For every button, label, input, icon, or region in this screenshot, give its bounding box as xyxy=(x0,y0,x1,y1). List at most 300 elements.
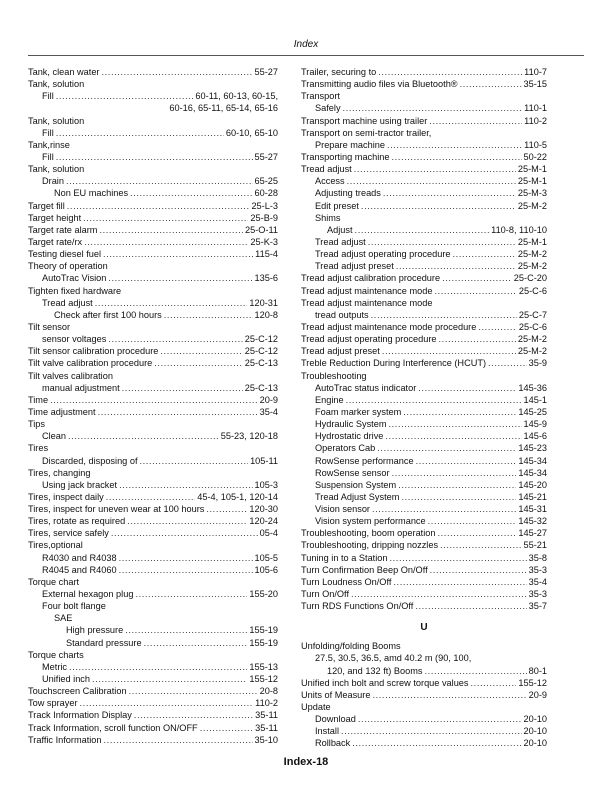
index-entry[interactable] xyxy=(301,66,547,78)
index-term: Hydrostatic drive xyxy=(315,431,384,442)
index-entry[interactable] xyxy=(28,163,278,175)
page-reference[interactable]: 145-20 xyxy=(518,479,547,490)
page-reference[interactable]: 25-K-3 xyxy=(250,236,278,247)
index-entry[interactable] xyxy=(28,637,278,649)
page-reference[interactable]: 20-10 xyxy=(523,714,547,725)
index-term: Rollback xyxy=(315,738,351,749)
dot-leader xyxy=(438,527,517,539)
page-reference[interactable]: 20-10 xyxy=(523,726,547,737)
dot-leader xyxy=(66,175,253,187)
index-term: Turn Loudness On/Off xyxy=(301,576,392,587)
index-entry[interactable] xyxy=(28,309,278,321)
page-reference[interactable]: 80-1 xyxy=(528,665,547,676)
index-entry[interactable] xyxy=(28,600,278,612)
page-reference[interactable]: 120-30 xyxy=(249,504,278,515)
index-term: Adjusting treads xyxy=(315,188,381,199)
page-reference[interactable]: 145-31 xyxy=(518,504,547,515)
index-term: Tread adjust operating procedure xyxy=(301,334,437,345)
page-reference[interactable]: 110-5 xyxy=(524,139,547,150)
index-term: Foam marker system xyxy=(315,406,402,417)
index-entry[interactable] xyxy=(28,272,278,284)
index-entry[interactable] xyxy=(28,102,278,114)
index-term: Target fill xyxy=(28,200,65,211)
index-term: Trailer, securing to xyxy=(301,67,377,77)
index-entry[interactable] xyxy=(28,709,278,721)
page-reference[interactable]: 20-8 xyxy=(259,686,278,697)
page-reference[interactable]: 25-C-12 xyxy=(244,334,278,345)
page-reference[interactable]: 05-4 xyxy=(259,528,278,539)
index-term: R4045 and R4060 xyxy=(42,564,117,575)
page-reference[interactable]: 60-16, 65-11, 65-14, 65-16 xyxy=(169,103,278,114)
index-entry[interactable] xyxy=(301,333,547,345)
index-term: Tread adjust xyxy=(42,297,93,308)
index-entry[interactable] xyxy=(301,309,547,321)
page-reference[interactable]: 145-36 xyxy=(518,382,547,393)
page-reference[interactable]: 45-4, 105-1, 120-14 xyxy=(197,491,278,502)
index-term: Unified inch xyxy=(42,674,91,685)
dot-leader xyxy=(383,187,516,199)
index-entry[interactable] xyxy=(301,442,547,454)
index-term: Check after first 100 hours xyxy=(54,309,162,320)
page-reference[interactable]: 25-M-3 xyxy=(517,188,547,199)
index-entry[interactable] xyxy=(28,151,278,163)
index-term: Fill xyxy=(42,91,54,102)
index-entry[interactable] xyxy=(28,285,278,297)
index-entry[interactable] xyxy=(28,455,278,467)
dot-leader xyxy=(387,139,522,151)
page-reference[interactable]: 110-2 xyxy=(524,115,547,126)
index-entry[interactable] xyxy=(28,564,278,576)
index-entry[interactable] xyxy=(28,539,278,551)
index-entry[interactable] xyxy=(301,139,547,151)
dot-leader xyxy=(393,576,526,588)
index-entry[interactable] xyxy=(301,418,547,430)
page-reference[interactable]: 110-7 xyxy=(524,67,547,77)
page-reference[interactable]: 25-C-6 xyxy=(518,285,547,296)
index-term: Track Information, scroll function ON/OFF xyxy=(28,722,198,733)
index-entry[interactable] xyxy=(28,78,278,90)
page-reference[interactable]: 55-27 xyxy=(254,67,278,77)
index-entry[interactable] xyxy=(28,345,278,357)
page-reference[interactable]: 25-C-12 xyxy=(244,346,278,357)
index-entry[interactable] xyxy=(28,260,278,272)
dot-leader xyxy=(95,297,248,309)
index-entry[interactable] xyxy=(301,236,547,248)
index-entry[interactable] xyxy=(301,345,547,357)
index-entry[interactable] xyxy=(28,430,278,442)
dot-leader xyxy=(206,503,247,515)
dot-leader xyxy=(200,722,253,734)
index-entry[interactable] xyxy=(301,701,547,713)
index-term: Update xyxy=(301,702,331,713)
index-term: Operators Cab xyxy=(315,443,376,454)
index-term: Tilt sensor calibration procedure xyxy=(28,346,159,357)
dot-leader xyxy=(80,697,254,709)
index-term: Transport xyxy=(301,91,340,102)
page-reference[interactable]: 105-6 xyxy=(254,564,278,575)
dot-leader xyxy=(140,455,249,467)
index-entry[interactable] xyxy=(301,260,547,272)
index-entry[interactable] xyxy=(28,127,278,139)
dot-leader xyxy=(135,588,247,600)
page-reference[interactable]: 35-3 xyxy=(528,564,547,575)
page-reference[interactable]: 25-M-1 xyxy=(517,164,547,175)
page-reference[interactable]: 60-10, 65-10 xyxy=(225,127,278,138)
index-entry[interactable] xyxy=(301,725,547,737)
dot-leader xyxy=(67,200,250,212)
index-entry[interactable] xyxy=(28,491,278,503)
page-reference[interactable]: 25-O-11 xyxy=(244,224,278,235)
page-reference[interactable]: 25-C-13 xyxy=(244,358,278,369)
page-reference[interactable]: 25-M-2 xyxy=(517,334,547,345)
page-reference[interactable]: 25-M-2 xyxy=(517,346,547,357)
index-entry[interactable] xyxy=(301,600,547,612)
page-reference[interactable]: 25-C-7 xyxy=(518,309,547,320)
index-term: Tighten fixed hardware xyxy=(28,285,122,296)
dot-leader xyxy=(371,309,517,321)
page-reference[interactable]: 25-M-2 xyxy=(517,261,547,272)
index-term: Tread adjust xyxy=(301,164,352,175)
page-reference[interactable]: 145-32 xyxy=(518,516,547,527)
index-entry[interactable] xyxy=(301,677,547,689)
dot-leader xyxy=(84,236,248,248)
dot-leader xyxy=(439,333,516,345)
index-entry[interactable] xyxy=(28,576,278,588)
dot-leader xyxy=(108,333,242,345)
index-entry[interactable] xyxy=(28,624,278,636)
page-reference[interactable]: 155-19 xyxy=(249,637,278,648)
dot-leader xyxy=(478,321,517,333)
page-reference[interactable]: 120-8 xyxy=(254,309,278,320)
index-entry[interactable] xyxy=(28,467,278,479)
index-entry[interactable] xyxy=(301,212,547,224)
index-entry[interactable] xyxy=(301,78,547,90)
dot-leader xyxy=(415,600,526,612)
index-entry[interactable] xyxy=(28,90,278,102)
page-reference[interactable]: 145-21 xyxy=(518,491,547,502)
index-entry[interactable] xyxy=(301,503,547,515)
index-entry[interactable] xyxy=(28,515,278,527)
page-reference[interactable]: 20-9 xyxy=(259,394,278,405)
index-entry[interactable] xyxy=(28,66,278,78)
index-column-right xyxy=(301,66,547,750)
index-entry[interactable] xyxy=(28,175,278,187)
page-reference[interactable]: 25-L-3 xyxy=(251,200,278,211)
index-entry[interactable] xyxy=(301,515,547,527)
page-reference[interactable]: 155-19 xyxy=(249,625,278,636)
dot-leader xyxy=(119,564,253,576)
index-entry[interactable] xyxy=(301,652,547,664)
dot-leader xyxy=(388,418,521,430)
dot-leader xyxy=(377,442,516,454)
dot-leader xyxy=(440,539,521,551)
index-term: Track Information Display xyxy=(28,710,132,721)
index-entry[interactable] xyxy=(301,491,547,503)
page-reference[interactable]: 25-B-9 xyxy=(250,212,278,223)
page-reference[interactable]: 110-2 xyxy=(255,698,278,709)
page-reference[interactable]: 35-3 xyxy=(528,589,547,600)
index-entry[interactable] xyxy=(28,673,278,685)
index-term: Vision sensor xyxy=(315,504,370,515)
index-entry[interactable] xyxy=(301,248,547,260)
index-term: Tires, inspect for uneven wear at 100 hours xyxy=(28,504,205,515)
dot-leader xyxy=(401,491,516,503)
index-entry[interactable] xyxy=(301,102,547,114)
index-term: High pressure xyxy=(66,625,124,636)
dot-leader xyxy=(453,248,516,260)
index-entry[interactable] xyxy=(301,175,547,187)
dot-leader xyxy=(355,224,490,236)
index-entry[interactable] xyxy=(301,640,547,652)
index-term: SAE xyxy=(54,613,73,624)
index-entry[interactable] xyxy=(301,430,547,442)
index-entry[interactable] xyxy=(301,90,547,102)
page-reference[interactable]: 25-M-2 xyxy=(517,200,547,211)
index-entry[interactable] xyxy=(28,612,278,624)
page-reference[interactable]: 55-27 xyxy=(254,151,278,162)
index-entry[interactable] xyxy=(301,127,547,139)
page-reference[interactable]: 145-27 xyxy=(518,528,547,539)
index-entry[interactable] xyxy=(28,236,278,248)
index-term: 120, and 132 ft) Booms xyxy=(327,665,423,676)
index-term: Tread adjust operating procedure xyxy=(315,249,451,260)
index-term: manual adjustment xyxy=(42,382,120,393)
page-reference[interactable]: 60-28 xyxy=(254,188,278,199)
index-entry[interactable] xyxy=(28,139,278,151)
page-reference[interactable]: 105-11 xyxy=(250,455,278,466)
dot-leader xyxy=(119,552,253,564)
index-entry[interactable] xyxy=(301,224,547,236)
page-reference[interactable]: 55-21 xyxy=(523,540,547,551)
index-entry[interactable] xyxy=(301,455,547,467)
index-term: Prepare machine xyxy=(315,139,385,150)
index-entry[interactable] xyxy=(28,248,278,260)
index-entry[interactable] xyxy=(28,357,278,369)
index-entry[interactable] xyxy=(301,479,547,491)
dot-leader xyxy=(372,503,516,515)
index-entry[interactable] xyxy=(28,503,278,515)
running-header: Index xyxy=(293,39,319,50)
index-entry[interactable] xyxy=(28,722,278,734)
dot-leader xyxy=(92,673,247,685)
page-reference[interactable]: 145-9 xyxy=(523,419,547,430)
dot-leader xyxy=(372,689,526,701)
index-entry[interactable] xyxy=(28,661,278,673)
page-reference[interactable]: 145-1 xyxy=(523,394,547,405)
page-reference[interactable]: 120-24 xyxy=(249,516,278,527)
dot-leader xyxy=(83,212,248,224)
page-reference[interactable]: 35-11 xyxy=(255,710,278,721)
index-entry[interactable] xyxy=(301,370,547,382)
index-entry[interactable] xyxy=(28,418,278,430)
index-term: AutoTrac status indicator xyxy=(315,382,417,393)
index-entry[interactable] xyxy=(301,689,547,701)
page-reference[interactable]: 35-8 xyxy=(528,552,547,563)
page-reference[interactable]: 155-12 xyxy=(518,677,547,688)
index-entry[interactable] xyxy=(301,552,547,564)
index-entry[interactable] xyxy=(28,370,278,382)
dot-leader xyxy=(392,151,522,163)
dot-leader xyxy=(434,285,516,297)
dot-leader xyxy=(351,588,527,600)
page-reference[interactable]: 35-9 xyxy=(528,358,547,369)
index-entry[interactable] xyxy=(301,527,547,539)
page-reference[interactable]: 20-10 xyxy=(523,738,547,749)
dot-leader xyxy=(385,430,521,442)
index-term: Four bolt flange xyxy=(42,601,106,612)
index-entry[interactable] xyxy=(301,394,547,406)
index-term: Target rate alarm xyxy=(28,224,98,235)
index-entry[interactable] xyxy=(301,713,547,725)
index-entry[interactable] xyxy=(28,200,278,212)
index-entry[interactable] xyxy=(301,200,547,212)
dot-leader xyxy=(104,734,253,746)
index-entry[interactable] xyxy=(28,187,278,199)
page-reference[interactable]: 145-6 xyxy=(523,431,547,442)
index-term: Download xyxy=(315,714,356,725)
index-term: Transport machine using trailer xyxy=(301,115,428,126)
index-term: AutoTrac Vision xyxy=(42,273,107,284)
index-entry[interactable] xyxy=(28,333,278,345)
page-reference[interactable]: 25-M-1 xyxy=(517,176,547,187)
page-reference[interactable]: 50-22 xyxy=(523,151,547,162)
dot-leader xyxy=(418,382,516,394)
dot-leader xyxy=(69,661,247,673)
index-entry[interactable] xyxy=(28,382,278,394)
index-term: Edit preset xyxy=(315,200,359,211)
index-entry[interactable] xyxy=(301,285,547,297)
dot-leader xyxy=(343,102,523,114)
page-reference[interactable]: 110-8, 110-10 xyxy=(491,224,547,235)
page-reference[interactable]: 35-11 xyxy=(255,722,278,733)
index-entry[interactable] xyxy=(28,321,278,333)
index-entry[interactable] xyxy=(301,406,547,418)
index-entry[interactable] xyxy=(28,685,278,697)
index-entry[interactable] xyxy=(28,552,278,564)
index-term: Hydraulic System xyxy=(315,419,387,430)
index-term: Tank,rinse xyxy=(28,139,70,150)
index-entry[interactable] xyxy=(301,588,547,600)
page-reference[interactable]: 155-20 xyxy=(249,589,278,600)
page-reference[interactable]: 105-3 xyxy=(254,479,278,490)
index-term: Time adjustment xyxy=(28,406,96,417)
page-reference[interactable]: 155-13 xyxy=(249,661,278,672)
index-entry[interactable] xyxy=(301,272,547,284)
page-reference[interactable]: 25-C-13 xyxy=(244,382,278,393)
dot-leader xyxy=(134,709,253,721)
page-reference[interactable]: 25-M-1 xyxy=(517,236,547,247)
page-reference[interactable]: 155-12 xyxy=(249,674,278,685)
dot-leader xyxy=(460,78,522,90)
index-entry[interactable] xyxy=(301,115,547,127)
index-entry[interactable] xyxy=(301,297,547,309)
index-entry[interactable] xyxy=(301,187,547,199)
index-term: Treble Reduction During Interference (HCUT) xyxy=(301,358,487,369)
index-entry[interactable] xyxy=(28,649,278,661)
index-entry[interactable] xyxy=(28,224,278,236)
page-reference[interactable]: 145-25 xyxy=(518,406,547,417)
index-term: Non EU machines xyxy=(54,188,129,199)
page-reference[interactable]: 35-10 xyxy=(254,734,278,745)
index-entry[interactable] xyxy=(301,737,547,749)
page-reference[interactable]: 135-6 xyxy=(254,273,278,284)
index-term: Vision system performance xyxy=(315,516,426,527)
index-entry[interactable] xyxy=(301,357,547,369)
page-reference[interactable]: 35-7 xyxy=(528,601,547,612)
page-reference[interactable]: 110-1 xyxy=(524,103,547,114)
page-reference[interactable]: 20-9 xyxy=(528,689,547,700)
page-reference[interactable]: 145-23 xyxy=(518,443,547,454)
index-entry[interactable] xyxy=(301,576,547,588)
index-term: Torque charts xyxy=(28,649,84,660)
index-entry[interactable] xyxy=(301,539,547,551)
page-reference[interactable]: 115-4 xyxy=(255,249,278,260)
dot-leader xyxy=(352,737,521,749)
index-term: Transporting machine xyxy=(301,151,390,162)
index-entry[interactable] xyxy=(28,588,278,600)
index-entry[interactable] xyxy=(301,665,547,677)
index-entry[interactable] xyxy=(28,479,278,491)
page-reference[interactable]: 35-4 xyxy=(528,576,547,587)
index-entry[interactable] xyxy=(301,382,547,394)
index-entry[interactable] xyxy=(28,394,278,406)
index-entry[interactable] xyxy=(301,151,547,163)
index-entry[interactable] xyxy=(28,734,278,746)
index-term: Standard pressure xyxy=(66,637,142,648)
index-entry[interactable] xyxy=(28,442,278,454)
index-entry[interactable] xyxy=(28,297,278,309)
index-entry[interactable] xyxy=(28,212,278,224)
index-term: Tires, changing xyxy=(28,467,91,478)
page-reference[interactable]: 145-34 xyxy=(518,467,547,478)
page-reference[interactable]: 25-C-20 xyxy=(513,273,547,284)
index-entry[interactable] xyxy=(301,467,547,479)
index-term: RowSense performance xyxy=(315,455,414,466)
page-reference[interactable]: 65-25 xyxy=(254,176,278,187)
dot-leader xyxy=(346,394,522,406)
index-entry[interactable] xyxy=(28,697,278,709)
index-entry[interactable] xyxy=(301,163,547,175)
dot-leader xyxy=(144,637,248,649)
page-reference[interactable]: 120-31 xyxy=(249,297,278,308)
page-reference[interactable]: 25-M-2 xyxy=(517,249,547,260)
page-reference[interactable]: 55-23, 120-18 xyxy=(220,431,278,442)
index-term: Suspension System xyxy=(315,479,397,490)
index-entry[interactable] xyxy=(28,406,278,418)
index-term: Transport on semi-tractor trailer, xyxy=(301,127,432,138)
page-reference[interactable]: 145-34 xyxy=(518,455,547,466)
page-number: Index-18 xyxy=(283,756,329,768)
index-term: Using jack bracket xyxy=(42,479,118,490)
index-entry[interactable] xyxy=(28,115,278,127)
page-reference[interactable]: 25-C-6 xyxy=(518,321,547,332)
index-term: Torque chart xyxy=(28,576,80,587)
index-entry[interactable] xyxy=(28,527,278,539)
page-reference[interactable]: 105-5 xyxy=(254,552,278,563)
dot-leader xyxy=(398,479,516,491)
index-term: Troubleshooting xyxy=(301,370,367,381)
index-term: Tank, solution xyxy=(28,79,85,90)
index-term: Transmitting audio files via Bluetooth® xyxy=(301,79,458,90)
index-entry[interactable] xyxy=(301,321,547,333)
index-term: Units of Measure xyxy=(301,689,371,700)
index-term: Tread adjust calibration procedure xyxy=(301,273,441,284)
page-reference[interactable]: 60-11, 60-13, 60-15, xyxy=(195,91,278,102)
index-term: Tires, rotate as required xyxy=(28,516,126,527)
index-entry[interactable] xyxy=(301,564,547,576)
page-reference[interactable]: 35-15 xyxy=(523,79,547,90)
page-reference[interactable]: 35-4 xyxy=(259,406,278,417)
